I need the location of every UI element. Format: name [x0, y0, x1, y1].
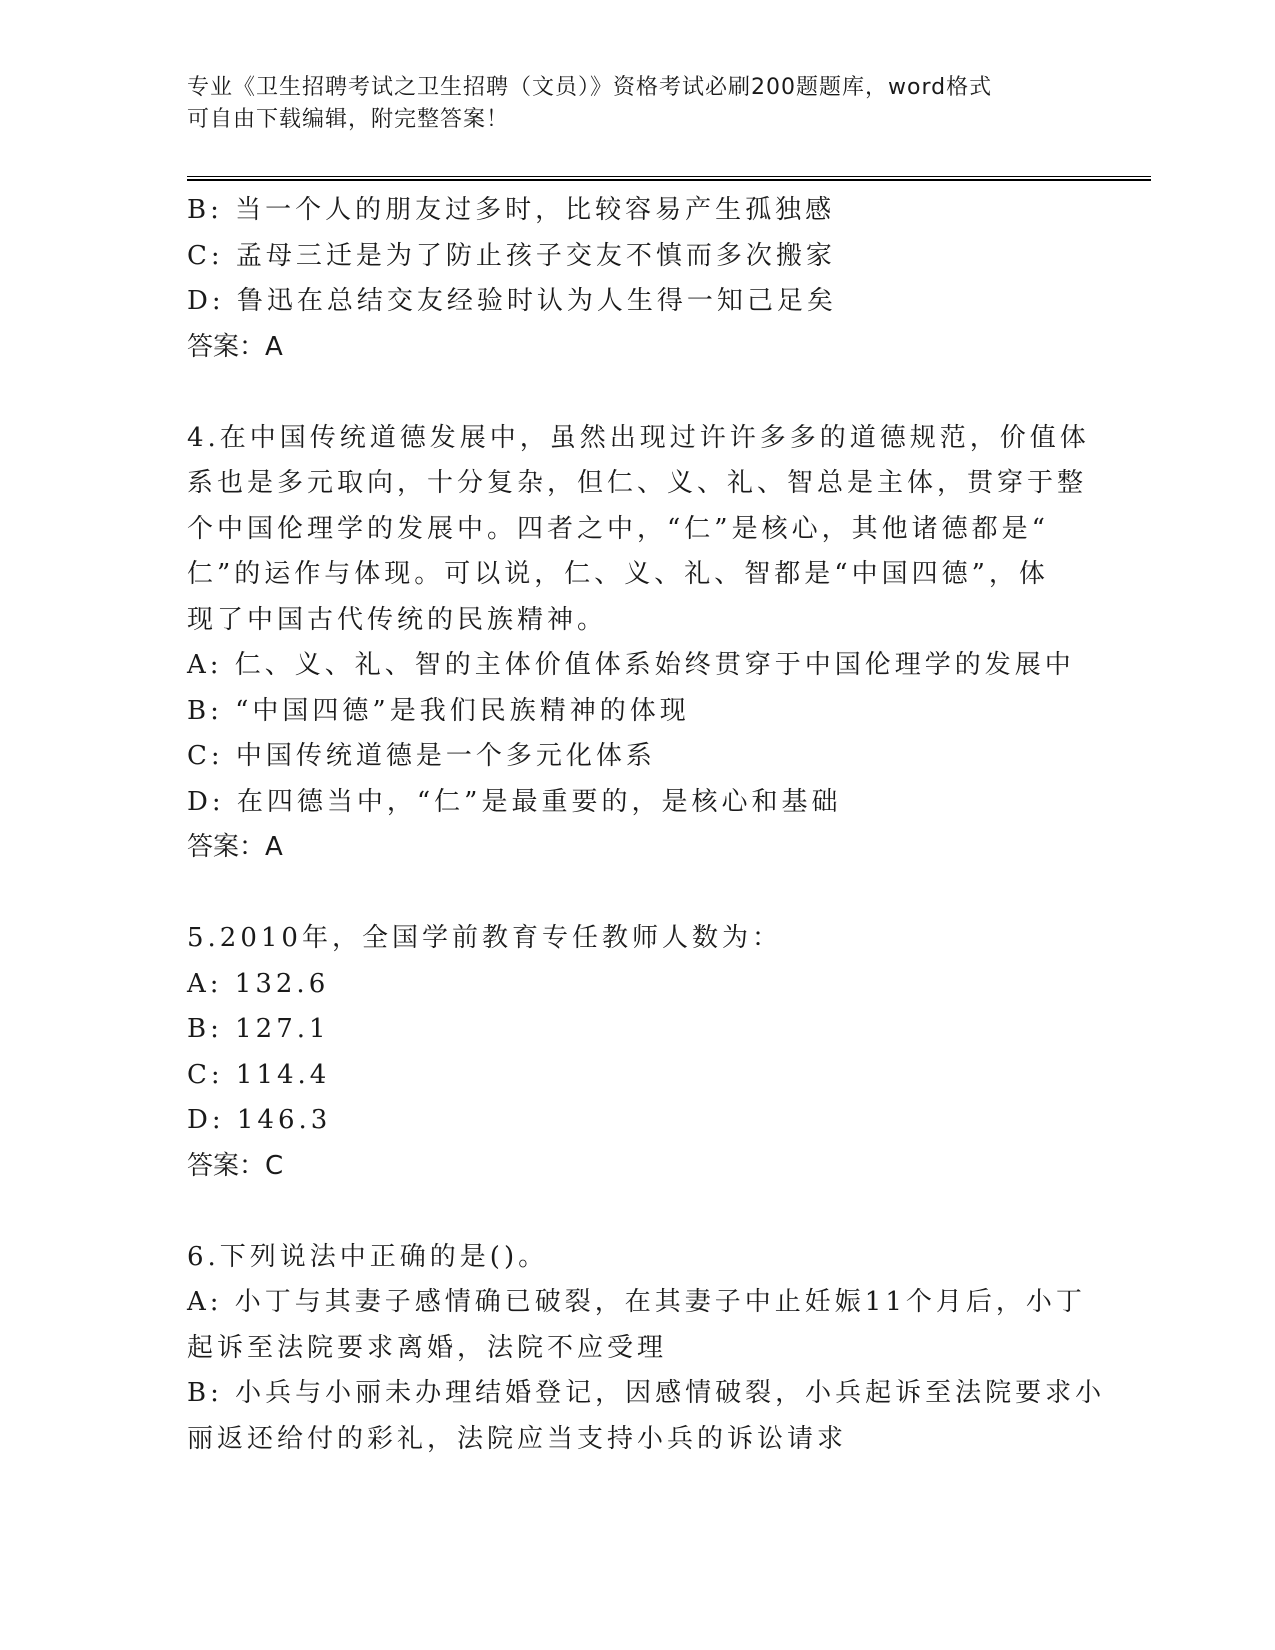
- option-b: B: 当一个人的朋友过多时，比较容易产生孤独感: [187, 195, 836, 225]
- question-6: [187, 1235, 1106, 1463]
- option-b: B: 小兵与小丽未办理结婚登记，因感情破裂，小兵起诉至法院要求小: [187, 1378, 1106, 1408]
- question-stem-line: 现了中国古代传统的民族精神。: [187, 604, 608, 635]
- answer-label: 答案：: [187, 331, 266, 362]
- answer-label: 答案：: [187, 832, 266, 862]
- question-stem-line: 个中国伦理学的发展中。四者之中，“仁”是核心，其他诸德都是“: [187, 513, 1049, 544]
- question-stem: 6.下列说法中正确的是()。: [187, 1241, 549, 1272]
- question-stem-line: 4.在中国传统道德发展中，虽然出现过许许多多的道德规范，价值体: [187, 422, 1090, 453]
- option-d: D: 鲁迅在总结交友经验时认为人生得一知己足矣: [187, 286, 837, 316]
- question-stem: 5.2010年，全国学前教育专任教师人数为：: [187, 923, 782, 953]
- question-stem-line: 系也是多元取向，十分复杂，但仁、义、礼、智总是主体，贯穿于整: [187, 468, 1088, 498]
- option-d: D: 146.3: [187, 1105, 332, 1135]
- option-c: C: 114.4: [187, 1059, 331, 1090]
- answer-value: A: [265, 331, 283, 362]
- document-body: [187, 188, 1106, 1462]
- question-5: [187, 916, 1087, 1189]
- question-3: [187, 188, 1087, 370]
- answer-row: [187, 825, 1087, 871]
- header-line-1: 专业《卫生招聘考试之卫生招聘（文员）》资格考试必刷200题题库，word格式: [187, 75, 993, 100]
- option-b: B: 127.1: [187, 1014, 330, 1044]
- option-a: A: 仁、义、礼、智的主体价值体系始终贯穿于中国伦理学的发展中: [187, 650, 1075, 680]
- answer-value: A: [265, 832, 283, 862]
- answer-value: C: [265, 1150, 284, 1181]
- option-b-continued: 丽返还给付的彩礼，法院应当支持小兵的诉讼请求: [187, 1423, 848, 1454]
- option-a-continued: 起诉至法院要求离婚，法院不应受理: [187, 1332, 668, 1363]
- option-c: C: 孟母三迁是为了防止孩子交友不慎而多次搬家: [187, 240, 836, 271]
- page-header: [187, 72, 1087, 136]
- answer-row: [187, 1144, 1087, 1190]
- answer-row: [187, 325, 1087, 371]
- header-divider: [187, 176, 1151, 181]
- answer-label: 答案：: [187, 1150, 266, 1181]
- option-a: A: 132.6: [187, 968, 330, 999]
- option-a: A: 小丁与其妻子感情确已破裂，在其妻子中止妊娠11个月后，小丁: [187, 1287, 1086, 1317]
- header-line-2: 可自由下载编辑，附完整答案！: [187, 107, 510, 132]
- option-b: B: “中国四德”是我们民族精神的体现: [187, 695, 690, 726]
- question-4: [187, 416, 1090, 871]
- option-c: C: 中国传统道德是一个多元化体系: [187, 741, 656, 771]
- question-stem-line: 仁”的运作与体现。可以说，仁、义、礼、智都是“中国四德”，体: [187, 559, 1049, 589]
- option-d: D: 在四德当中，“仁”是最重要的，是核心和基础: [187, 786, 842, 817]
